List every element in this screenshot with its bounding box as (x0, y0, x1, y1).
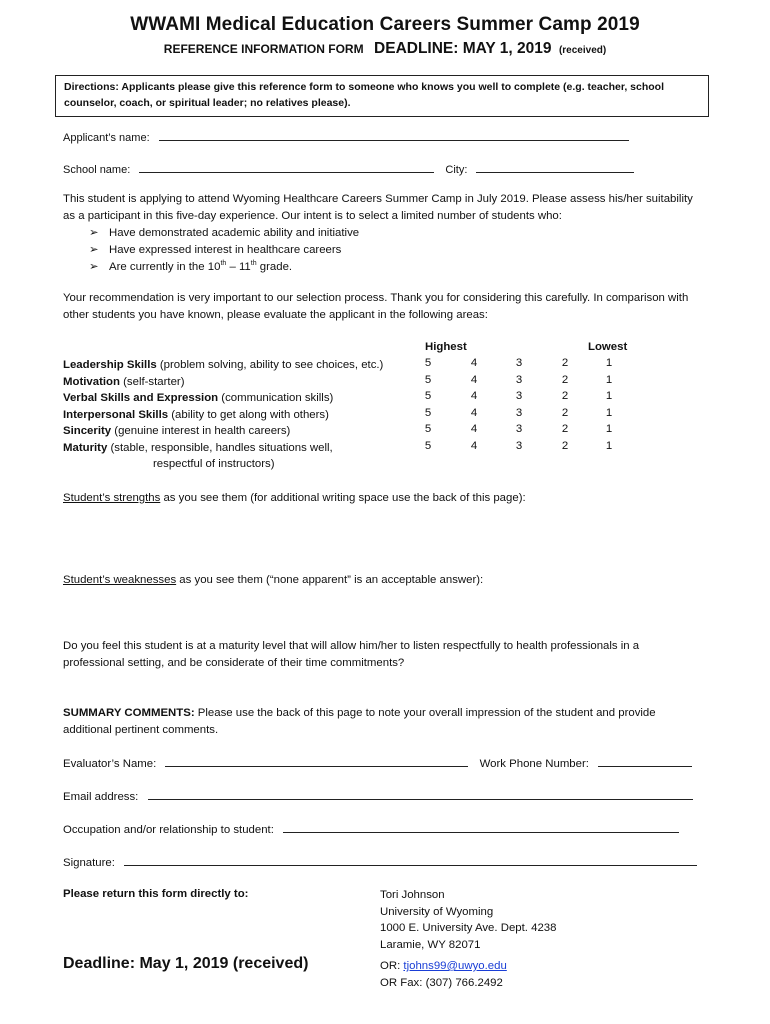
email-link[interactable]: tjohns99@uwyo.edu (403, 960, 507, 972)
rating-option[interactable]: 3 (515, 357, 523, 369)
email-row (63, 788, 693, 803)
email-label: Email address: (63, 791, 139, 803)
weaknesses-label: Student’s weaknesses (63, 574, 177, 586)
return-fax: OR Fax: (307) 766.2492 (380, 977, 503, 989)
work-phone-field[interactable] (598, 755, 692, 767)
rating-option[interactable]: 2 (561, 406, 569, 419)
strengths-label: Student’s strengths (63, 492, 161, 504)
strengths-prompt: Student’s strengths as you see them (for additional writing space use the back of this page): (63, 492, 526, 504)
rating-interpersonal: Interpersonal Skills (ability to get along with others) (63, 408, 329, 421)
rating-option[interactable]: 5 (424, 373, 432, 386)
footer-deadline: Deadline: May 1, 2019 (received) (63, 955, 309, 972)
highest-label: Highest (425, 341, 467, 353)
occupation-label: Occupation and/or relationship to student: (63, 824, 274, 836)
form-subtitle: REFERENCE INFORMATION FORM (163, 42, 364, 56)
rating-scale-grid (421, 357, 617, 457)
rating-option[interactable]: 2 (561, 373, 569, 386)
rating-option[interactable]: 2 (561, 390, 569, 402)
weaknesses-prompt: Student’s weaknesses as you see them (“none apparent” is an acceptable answer): (63, 574, 484, 586)
recommendation-paragraph: Your recommendation is very important to our selection process. Thank you for considering this carefully. In comparison with other students you have known, please evaluate the applicant in the following areas: (63, 292, 689, 321)
ratings-labels (63, 357, 383, 473)
arrow-bullet-icon: ➢ (89, 261, 99, 273)
signature-field[interactable] (124, 854, 697, 866)
rating-option[interactable]: 5 (424, 423, 432, 435)
rating-option[interactable]: 1 (605, 357, 613, 369)
rating-option[interactable]: 1 (605, 406, 613, 419)
address-line: Laramie, WY 82071 (380, 938, 481, 951)
rating-option[interactable]: 2 (561, 423, 569, 435)
rating-option[interactable]: 5 (424, 439, 432, 452)
address-line: University of Wyoming (380, 905, 494, 918)
directions-box: Directions: Applicants please give this reference form to someone who knows you well to complete (e.g. teacher, school counselor, coach, or spiritual leader; no relatives please). (55, 75, 709, 117)
rating-motivation: Motivation (self-starter) (63, 375, 185, 388)
rating-option[interactable]: 5 (424, 357, 432, 369)
email-field[interactable] (148, 788, 693, 800)
signature-row (63, 854, 697, 869)
address-line: 1000 E. University Ave. Dept. 4238 (380, 922, 557, 934)
school-name-label: School name: (63, 164, 131, 176)
rating-option[interactable]: 4 (470, 390, 478, 402)
list-item: ➢ Have demonstrated academic ability and initiative (89, 225, 703, 242)
received-note: (received) (558, 45, 607, 56)
city-label: City: (445, 164, 468, 176)
rating-option[interactable]: 3 (515, 373, 523, 386)
rating-option[interactable]: 1 (605, 423, 613, 435)
address-line: Tori Johnson (380, 889, 445, 901)
return-label: Please return this form directly to: (63, 888, 249, 900)
rating-option[interactable]: 3 (515, 439, 523, 452)
return-address (380, 887, 556, 953)
rating-sincerity: Sincerity (genuine interest in health careers) (63, 425, 291, 437)
list-item: ➢ Are currently in the 10th – 11th grade. (89, 259, 703, 276)
rating-option[interactable]: 1 (605, 439, 613, 452)
rating-leadership: Leadership Skills (problem solving, ability to see choices, etc.) (63, 359, 384, 371)
evaluator-row (63, 755, 692, 770)
criteria-list (63, 225, 703, 276)
city-field[interactable] (476, 161, 634, 173)
lowest-label: Lowest (588, 341, 628, 353)
signature-label: Signature: (63, 857, 115, 869)
rating-option[interactable]: 4 (470, 406, 478, 419)
rating-option[interactable]: 4 (470, 423, 478, 435)
rating-verbal: Verbal Skills and Expression (communication skills) (63, 392, 334, 404)
rating-option[interactable]: 4 (470, 439, 478, 452)
deadline-header: DEADLINE: MAY 1, 2019 (374, 40, 552, 57)
evaluator-name-label: Evaluator’s Name: (63, 758, 157, 770)
form-title: WWAMI Medical Education Careers Summer Camp 2019 (130, 14, 640, 35)
school-name-field[interactable] (139, 161, 434, 173)
rating-option[interactable]: 5 (424, 390, 432, 402)
list-item: ➢ Have expressed interest in healthcare careers (89, 242, 703, 259)
rating-option[interactable]: 1 (605, 390, 613, 402)
intro-paragraph: This student is applying to attend Wyoming Healthcare Careers Summer Camp in July 2019. Please assess his/her suitability as a participant in this five-day experience. Our intent is to select a limited number of students who: (63, 193, 693, 222)
evaluator-name-field[interactable] (165, 755, 468, 767)
applicant-name-row (63, 129, 629, 144)
summary-label: SUMMARY COMMENTS: (63, 707, 195, 719)
rating-option[interactable]: 3 (515, 406, 523, 419)
rating-option[interactable]: 2 (561, 439, 569, 452)
rating-option[interactable]: 1 (605, 373, 613, 386)
applicant-name-field[interactable] (159, 129, 629, 141)
or-label: OR: (380, 960, 404, 972)
applicant-name-label: Applicant’s name: (63, 132, 150, 144)
summary-comments: SUMMARY COMMENTS: Please use the back of this page to note your overall impression of the student and provide additional pertinent comments. (63, 707, 656, 736)
maturity-question: Do you feel this student is at a maturity level that will allow him/her to listen respectfully to health professionals in a professional setting, and be considerate of their time commitments? (63, 640, 640, 669)
rating-maturity-cont: respectful of instructors) (153, 458, 275, 470)
subtitle-row (0, 40, 770, 58)
rating-maturity: Maturity (stable, responsible, handles situations well, (63, 441, 333, 454)
rating-option[interactable]: 4 (470, 357, 478, 369)
arrow-bullet-icon: ➢ (89, 244, 99, 256)
intro-section (63, 191, 703, 276)
school-row (63, 161, 634, 176)
rating-option[interactable]: 3 (515, 423, 523, 435)
rating-option[interactable]: 3 (515, 390, 523, 402)
occupation-row (63, 821, 679, 836)
occupation-field[interactable] (283, 821, 679, 833)
rating-option[interactable]: 2 (561, 357, 569, 369)
work-phone-label: Work Phone Number: (479, 758, 589, 770)
rating-option[interactable]: 5 (424, 406, 432, 419)
rating-option[interactable]: 4 (470, 373, 478, 386)
arrow-bullet-icon: ➢ (89, 227, 99, 239)
return-email-row (380, 958, 507, 975)
